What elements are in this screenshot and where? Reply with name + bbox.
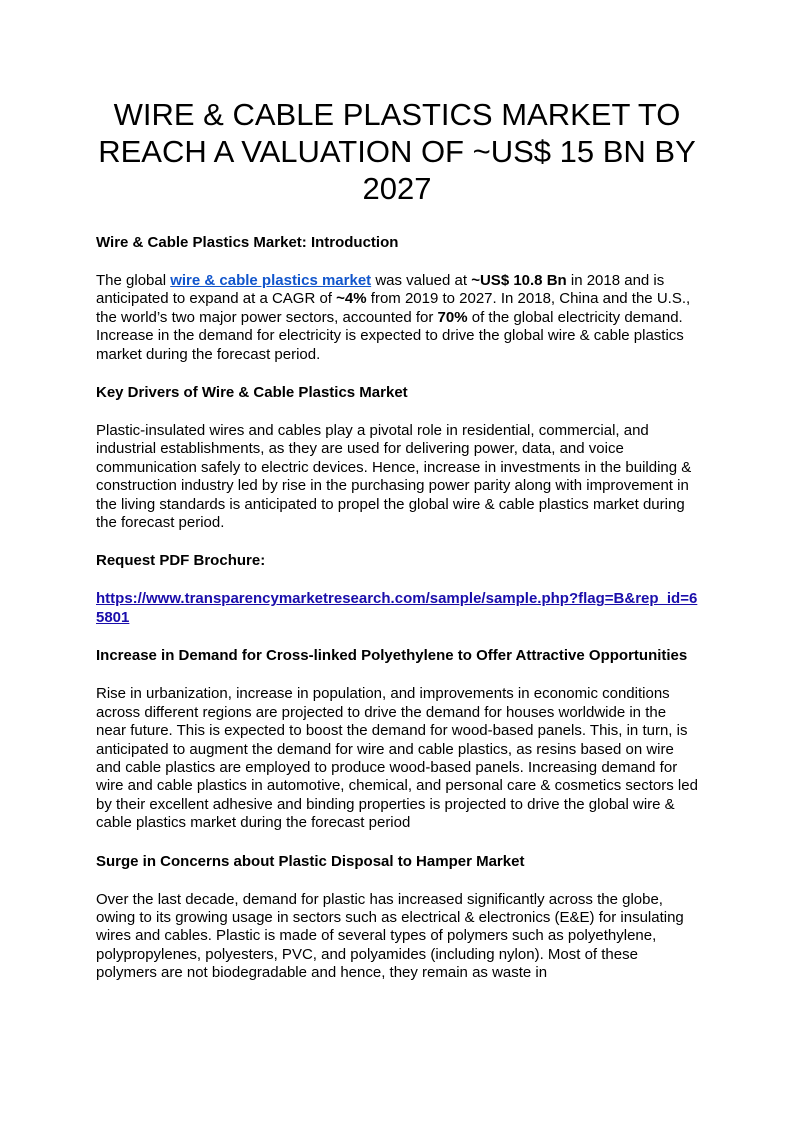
disposal-paragraph: Over the last decade, demand for plastic has increased significantly across the globe, owing to its growing usage in sectors such as electrical & electronics (E&E) for insulating wires and cables. Plastic is made of several types of polymers such as polyethylene, polypropylenes, polyesters, PVC, and polyamides (including nylon). Most of these polymers are not biodegradable and hence, they remain as waste in <box>96 890 684 982</box>
disposal-heading: Surge in Concerns about Plastic Disposal to Hamper Market <box>96 852 525 870</box>
brochure-heading: Request PDF Brochure: <box>96 552 266 570</box>
document-page <box>96 96 698 983</box>
market-value: ~US$ 10.8 Bn <box>471 272 567 289</box>
page-title: WIRE & CABLE PLASTICS MARKET TO REACH A VALUATION OF ~US$ 15 BN BY 2027 <box>98 97 696 206</box>
cagr-value: ~4% <box>336 290 367 308</box>
drivers-heading: Key Drivers of Wire & Cable Plastics Market <box>96 384 408 402</box>
xlpe-paragraph: Rise in urbanization, increase in population, and improvements in economic conditions across different regions are projected to drive the demand for houses worldwide in the near future. This is expected to boost the demand for wood-based panels. This, in turn, is anticipated to augment the demand for wire and cable plastics, as resins based on wire and cable plastics are employed to produce wood-based panels. Increasing demand for wire and cable plastics in automotive, chemical, and personal care & cosmetics sectors led by their excellent adhesive and binding properties is projected to drive the global wire & cable plastics market during the forecast period <box>96 685 698 832</box>
xlpe-heading: Increase in Demand for Cross-linked Polyethylene to Offer Attractive Opportunities <box>96 647 688 665</box>
drivers-paragraph: Plastic-insulated wires and cables play a pivotal role in residential, commercial, and industrial establishments, as they are used for delivering power, data, and voice communication safely to electric devices. Hence, increase in investments in the building & construction industry led by rise in the purchasing power parity along with improvement in the living standards is anticipated to propel the global wire & cable plastics market during the forecast period. <box>96 422 692 532</box>
intro-heading: Wire & Cable Plastics Market: Introduction <box>96 234 399 251</box>
intro-paragraph: The global wire & cable plastics market was valued at ~US$ 10.8 Bn in 2018 and is anticipated to expand at a CAGR of ~4% from 2019 to 2027. In 2018, China and the U.S., the world’s two major power sectors, accounted for 70% of the global electricity demand. Increase in the demand for electricity is expected to drive the global wire & cable plastics market during the forecast period. <box>96 272 691 363</box>
share-value: 70% <box>437 308 468 326</box>
market-link[interactable]: wire & cable plastics market <box>170 272 372 289</box>
brochure-link[interactable]: https://www.transparencymarketresearch.com/sample/sample.php?flag=B&rep_id=65801 <box>96 590 698 626</box>
